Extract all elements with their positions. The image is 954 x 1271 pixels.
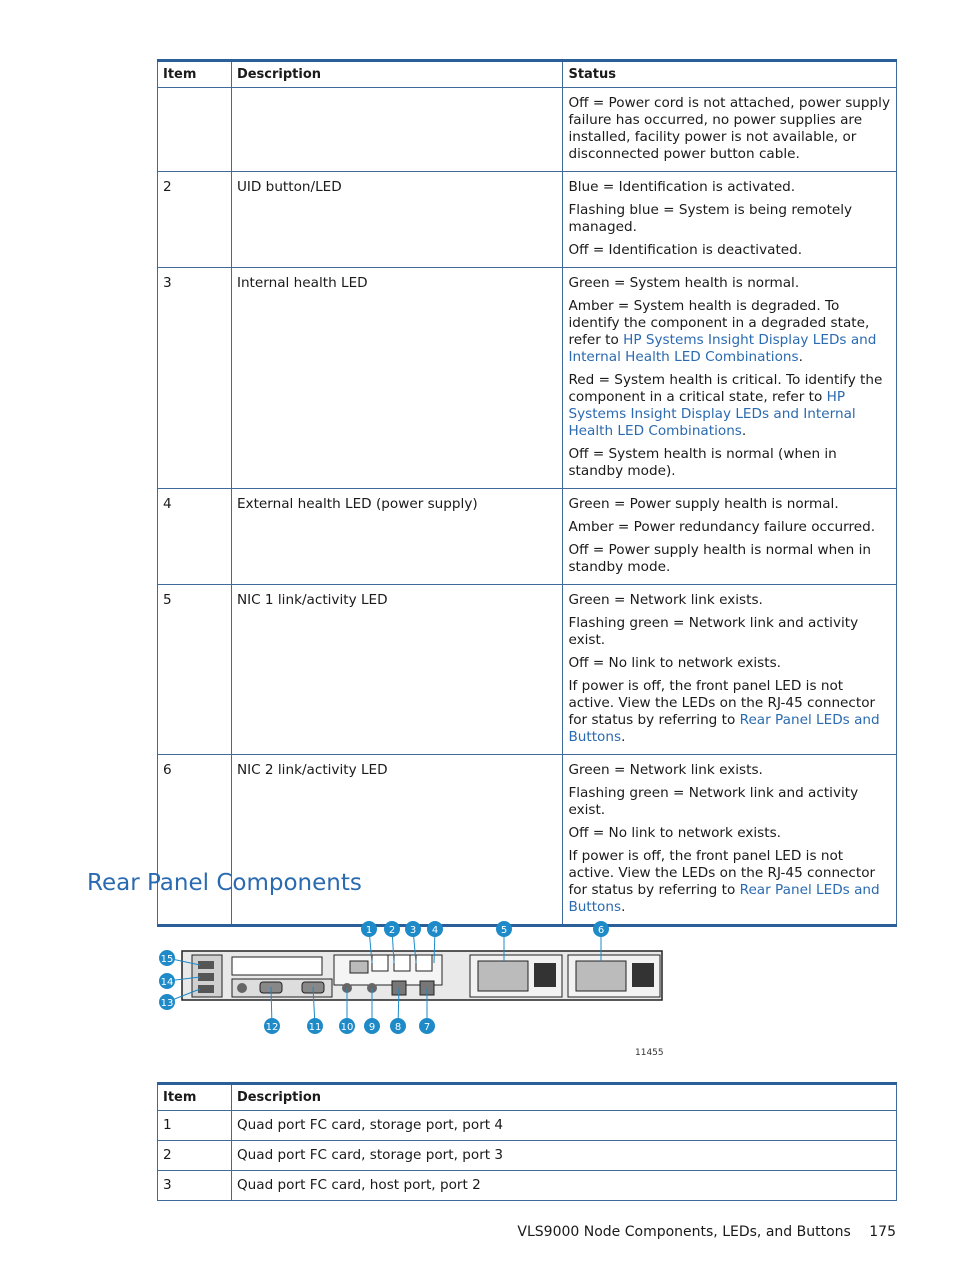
status-line <box>568 785 891 819</box>
status-line <box>568 275 891 292</box>
header-description: Description <box>231 61 563 88</box>
status-text: If power is off, the front panel LED is not active. View the LEDs on the RJ-45 connector for status by referring to <box>568 848 876 898</box>
description-cell: Quad port FC card, storage port, port 3 <box>231 1141 896 1171</box>
status-text: If power is off, the front panel LED is not active. View the LEDs on the RJ-45 connector for status by referring to <box>568 678 876 728</box>
callout-number: 7 <box>423 1022 431 1033</box>
status-text-end: . <box>741 423 747 439</box>
table-row <box>158 1171 897 1201</box>
status-text: Off = System health is normal (when in standby mode). <box>568 446 837 479</box>
status-line <box>568 592 891 609</box>
status-line <box>568 848 891 916</box>
cross-reference-link[interactable]: Rear Panel LEDs and Buttons <box>568 882 880 915</box>
callout-number: 9 <box>368 1022 376 1033</box>
status-line <box>568 446 891 480</box>
section-heading: Rear Panel Components <box>87 870 362 896</box>
callout-number: 2 <box>388 925 396 936</box>
status-line <box>568 542 891 576</box>
callout-number: 5 <box>500 925 508 936</box>
item-cell: 3 <box>158 1171 232 1201</box>
status-line <box>568 298 891 366</box>
status-cell <box>563 585 897 755</box>
status-text: Amber = System health is degraded. To identify the component in a degraded state, refer to <box>568 298 870 348</box>
status-line <box>568 615 891 649</box>
description-cell: NIC 1 link/activity LED <box>231 585 563 755</box>
table-row <box>158 1111 897 1141</box>
status-text: Off = No link to network exists. <box>568 655 781 671</box>
description-cell <box>231 88 563 172</box>
status-table <box>157 59 897 927</box>
status-cell <box>563 268 897 489</box>
cross-reference-link[interactable]: HP Systems Insight Display LEDs and Internal Health LED Combinations <box>568 332 877 365</box>
header-status: Status <box>563 61 897 88</box>
status-line <box>568 678 891 746</box>
status-line <box>568 202 891 236</box>
item-cell: 3 <box>158 268 232 489</box>
status-text: Green = Network link exists. <box>568 592 763 608</box>
description-cell: Internal health LED <box>231 268 563 489</box>
status-text: Green = Network link exists. <box>568 762 763 778</box>
item-cell: 1 <box>158 1111 232 1141</box>
status-text: Red = System health is critical. To identify the component in a critical state, refer to <box>568 372 883 405</box>
status-cell <box>563 755 897 926</box>
description-cell: External health LED (power supply) <box>231 489 563 585</box>
callout-number: 4 <box>431 925 439 936</box>
page-footer <box>503 1224 896 1240</box>
item-cell <box>158 88 232 172</box>
table-row <box>158 172 897 268</box>
rear-panel-diagram <box>152 915 672 1060</box>
callout-number: 8 <box>394 1022 402 1033</box>
cross-reference-link[interactable]: HP Systems Insight Display LEDs and Internal Health LED Combinations <box>568 389 856 439</box>
cross-reference-link[interactable]: Rear Panel LEDs and Buttons <box>568 712 880 745</box>
header-item: Item <box>158 1084 232 1111</box>
item-cell: 6 <box>158 755 232 926</box>
status-text: Flashing green = Network link and activity exist. <box>568 785 859 818</box>
status-text: Green = System health is normal. <box>568 275 800 291</box>
table-row <box>158 755 897 926</box>
item-cell: 2 <box>158 1141 232 1171</box>
status-text-end: . <box>621 899 626 915</box>
status-text: Off = Power cord is not attached, power supply failure has occurred, no power supplies are installed, facility power is not available, or disconnected power button cable. <box>568 95 890 162</box>
item-cell: 2 <box>158 172 232 268</box>
status-text-end: . <box>798 349 803 365</box>
table-row <box>158 268 897 489</box>
status-text: Blue = Identification is activated. <box>568 179 796 195</box>
description-cell: UID button/LED <box>231 172 563 268</box>
figure-id: 11455 <box>635 1048 664 1058</box>
status-line <box>568 496 891 513</box>
status-line <box>568 519 891 536</box>
status-text: Flashing green = Network link and activity exist. <box>568 615 859 648</box>
status-cell <box>563 489 897 585</box>
table-row <box>158 88 897 172</box>
header-description: Description <box>231 1084 896 1111</box>
status-line <box>568 179 891 196</box>
status-text: Green = Power supply health is normal. <box>568 496 839 512</box>
table-row <box>158 585 897 755</box>
status-line <box>568 372 891 440</box>
status-cell <box>563 172 897 268</box>
status-line <box>568 825 891 842</box>
status-text: Amber = Power redundancy failure occurred. <box>568 519 876 535</box>
status-text-end: . <box>621 729 626 745</box>
footer-title: VLS9000 Node Components, LEDs, and Buttons <box>517 1224 851 1240</box>
callout-number: 1 <box>365 925 373 936</box>
table-row <box>158 489 897 585</box>
description-cell: NIC 2 link/activity LED <box>231 755 563 926</box>
status-line <box>568 655 891 672</box>
callout-number: 13 <box>160 998 174 1009</box>
status-line <box>568 242 891 259</box>
description-cell: Quad port FC card, storage port, port 4 <box>231 1111 896 1141</box>
callout-number: 12 <box>265 1022 279 1033</box>
item-cell: 5 <box>158 585 232 755</box>
status-line <box>568 95 891 163</box>
callout-number: 10 <box>340 1022 354 1033</box>
callout-number: 6 <box>597 925 605 936</box>
status-cell <box>563 88 897 172</box>
header-item: Item <box>158 61 232 88</box>
page-number: 175 <box>869 1224 896 1240</box>
description-cell: Quad port FC card, host port, port 2 <box>231 1171 896 1201</box>
callout-number: 11 <box>308 1022 322 1033</box>
status-text: Off = No link to network exists. <box>568 825 781 841</box>
callout-number: 14 <box>160 977 174 988</box>
components-table <box>157 1082 897 1201</box>
status-line <box>568 762 891 779</box>
callout-number: 15 <box>160 954 174 965</box>
item-cell: 4 <box>158 489 232 585</box>
status-text: Off = Identification is deactivated. <box>568 242 803 258</box>
status-text: Flashing blue = System is being remotely managed. <box>568 202 853 235</box>
callout-number: 3 <box>409 925 417 936</box>
table-row <box>158 1141 897 1171</box>
status-text: Off = Power supply health is normal when in standby mode. <box>568 542 871 575</box>
